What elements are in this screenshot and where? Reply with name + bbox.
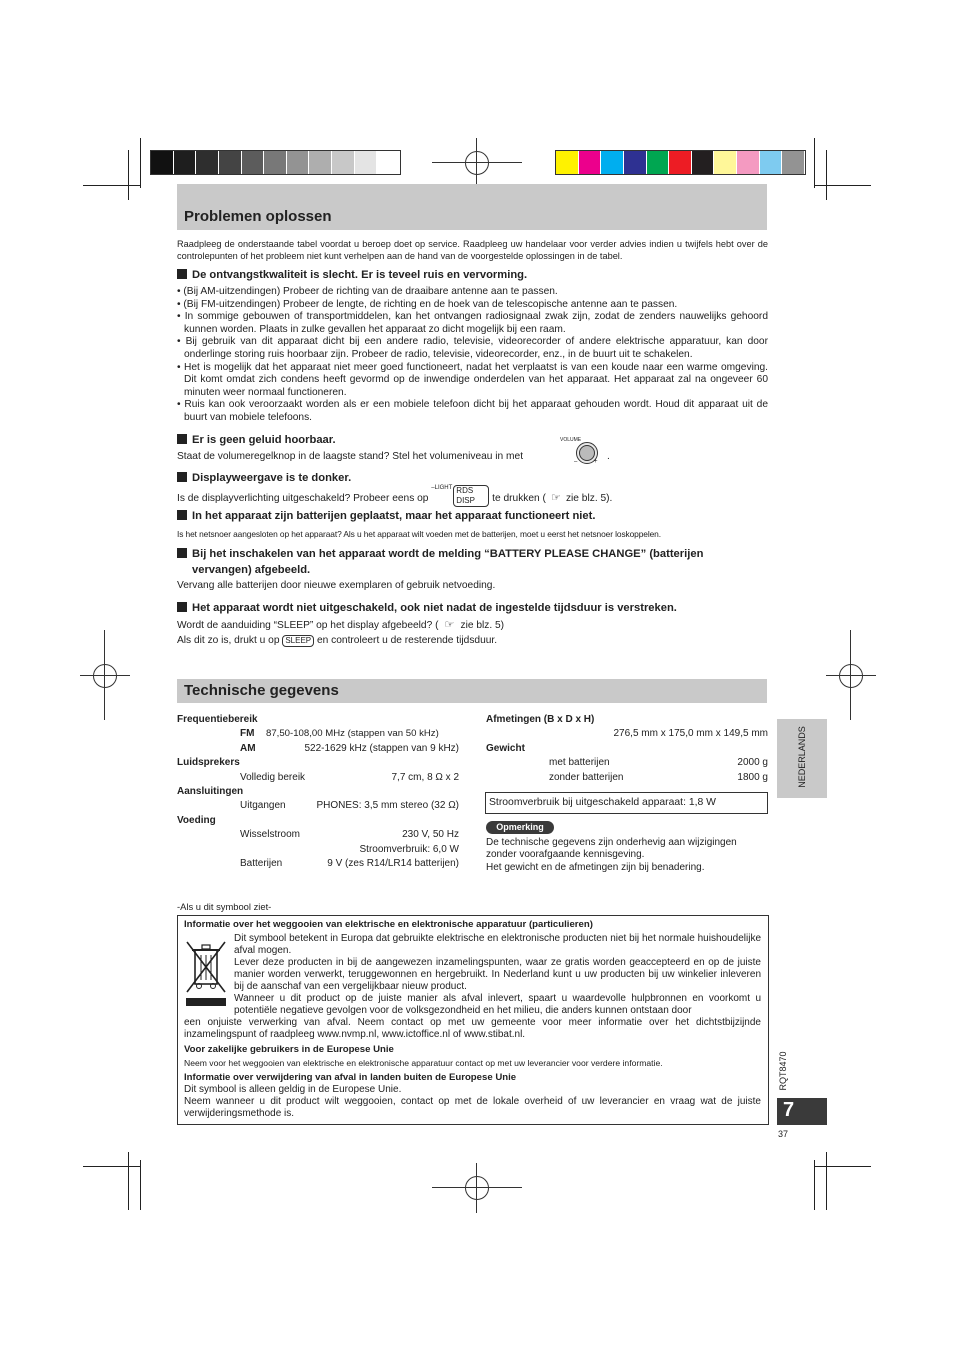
disposal-paragraph: Dit symbool betekent in Europa dat gebruikte elektrische en elektronische producten niet bij het normale huishoudelijke afval mogen. [234, 933, 761, 956]
list-item: • Het is mogelijk dat het apparaat niet meer goed functioneert, nadat het verplaatst is van een koude naar een warme omgeving. Dit komt omdat zich condens heeft gevormd op de inwendige onderdelen van het apparaat. Het apparaat zal na ongeveer 60 minuten weer normaal functioneren. [177, 361, 768, 398]
disposal-paragraph: Lever deze producten in bij de aangewezen inzamelingspunten, waar ze gratis worden geaccepteerd en op de juiste manier worden verwerkt, teruggewonnen en hergebruikt. In Nederland kunt u uw producten bij uw winkelier inleveren bij de aanschaf van een vergelijkbaar nieuw product. [234, 957, 761, 992]
crop-mark [814, 1166, 871, 1167]
registration-mark-left [80, 630, 130, 720]
registration-mark-bottom [432, 1163, 522, 1213]
color-calibration-bar [555, 150, 806, 175]
crop-mark [140, 1160, 141, 1210]
section-number-badge: 7 [777, 1098, 827, 1125]
problem-solution: Staat de volumeregelknop in de laagste stand? Stel het volumeniveau in met [177, 451, 524, 462]
registration-mark-top [432, 138, 522, 188]
color-swatch [332, 151, 354, 174]
standby-power-box: Stroomverbruik bij uitgeschakeld apparaat: 1,8 W [485, 792, 768, 814]
color-swatch [601, 151, 623, 174]
note-badge: Opmerking [486, 821, 554, 834]
crop-mark [140, 138, 141, 188]
color-swatch [264, 151, 286, 174]
disposal-paragraph: Wanneer u dit product op de juiste manier als afval inlevert, spaart u waardevolle hulpbronnen en voorkomt u potentiële negatieve gevolgen voor de volksgezondheid en het milieu, die anders kunnen ontstaan door [234, 993, 761, 1016]
disposal-info-box [177, 915, 769, 1125]
color-swatch [219, 151, 241, 174]
spec-value: 2000 g [737, 757, 768, 768]
color-swatch [692, 151, 714, 174]
spec-value: 276,5 mm x 175,0 mm x 149,5 mm [613, 728, 768, 739]
spec-label: Aansluitingen [177, 786, 244, 797]
bullet-square-icon [177, 548, 187, 558]
color-swatch [782, 151, 804, 174]
color-swatch [669, 151, 691, 174]
spec-value: 9 V (zes R14/LR14 batterijen) [327, 858, 459, 869]
page-reference-icon: ☞ [551, 492, 561, 504]
color-swatch [287, 151, 309, 174]
spec-label: Frequentiebereik [177, 714, 258, 725]
color-swatch [151, 151, 173, 174]
spec-sub-label: Uitgangen [240, 800, 286, 811]
volume-knob-icon: VOLUME – + [560, 437, 598, 465]
color-swatch [242, 151, 264, 174]
sleep-key: SLEEP [282, 635, 314, 647]
color-swatch [647, 151, 669, 174]
outside-eu-text: Dit symbool is alleen geldig in de Europese Unie. [184, 1084, 402, 1095]
problem-heading: Displayweergave is te donker. [177, 471, 768, 486]
spec-value: 87,50-108,00 MHz (stappen van 50 kHz) [266, 728, 439, 739]
bullet-square-icon [177, 602, 187, 612]
spec-value: PHONES: 3,5 mm stereo (32 Ω) [316, 800, 459, 811]
problem-heading-cont: vervangen) afgebeeld. [192, 564, 311, 576]
outside-eu-title: Informatie over verwijdering van afval in landen buiten de Europese Unie [184, 1072, 517, 1083]
list-item: • (Bij FM-uitzendingen) Probeer de lengte, de richting en de hoek van de telescopische antenne aan te passen. [177, 298, 678, 310]
problem-heading: Er is geen geluid hoorbaar. [177, 433, 768, 448]
problem-solutions-list [177, 286, 768, 425]
specs-title: Technische gegevens [184, 682, 339, 699]
gray-calibration-bar [150, 150, 401, 175]
spec-label: Voeding [177, 815, 216, 826]
page-reference-icon: ☞ [444, 619, 455, 631]
color-swatch [377, 151, 399, 174]
crop-mark [814, 185, 871, 186]
color-swatch [174, 151, 196, 174]
rds-disp-key: RDS DISP [453, 485, 489, 507]
spec-sub-label: zonder batterijen [549, 772, 624, 783]
list-item: • Bij gebruik van dit apparaat dicht bij een andere radio, televisie, videorecorder of andere elektrische apparatuur, kan door onderlinge storing ruis hoorbaar zijn. Probeer de radio, televisie, videorecorder, enz., in de buurt uit te schakelen. [177, 336, 768, 360]
page-number: 37 [778, 1129, 789, 1139]
spec-label: Gewicht [486, 743, 525, 754]
spec-value: 522-1629 kHz (stappen van 9 kHz) [304, 743, 459, 754]
note-text: Het gewicht en de afmetingen zijn bij benadering. [486, 862, 705, 873]
model-code: RQT8470 [778, 1051, 788, 1091]
bullet-square-icon [177, 472, 187, 482]
spec-value: Stroomverbruik: 6,0 W [359, 844, 459, 855]
note-text: De technische gegevens zijn onderhevig aan wijzigingen zonder voorafgaande kennisgeving. [486, 837, 737, 861]
color-swatch [760, 151, 782, 174]
spec-sub-label: Volledig bereik [240, 772, 306, 783]
problem-solution: Als dit zo is, drukt u op SLEEP en controleert u de resterende tijdsduur. [177, 635, 498, 646]
spec-value: 7,7 cm, 8 Ω x 2 [391, 772, 459, 783]
registration-mark-right [826, 630, 876, 720]
crop-mark [83, 1166, 140, 1167]
crossed-bin-icon [184, 940, 228, 1010]
crop-mark [128, 1152, 129, 1210]
crop-mark [826, 150, 827, 200]
color-swatch [737, 151, 759, 174]
spec-label: FM [240, 728, 255, 739]
spec-value: 230 V, 50 Hz [402, 829, 459, 840]
crop-mark [128, 150, 129, 200]
spec-sub-label: Wisselstroom [240, 829, 301, 840]
disposal-title: Informatie over het weggooien van elektrische en elektronische apparatuur (particulieren) [184, 919, 593, 930]
problem-heading: Het apparaat wordt niet uitgeschakeld, ook niet nadat de ingestelde tijdsduur is verstreken. [177, 601, 768, 616]
spec-sub-label: met batterijen [549, 757, 610, 768]
spec-sub-label: Batterijen [240, 858, 283, 869]
problem-solution: Is het netsnoer aangesloten op het apparaat? Als u het apparaat wilt voeden met de batterijen, moet u eerst het netsnoer loskoppelen. [177, 529, 661, 539]
color-swatch [624, 151, 646, 174]
crop-mark [826, 1152, 827, 1210]
problems-intro: Raadpleeg de onderstaande tabel voordat u beroep doet op service. Raadpleeg uw handelaar voor verder advies indien u twijfels hebt over de controlepunten of het probleem niet kunt verhelpen aan de hand van de voorgestelde oplossingen in de tabel. [177, 239, 768, 262]
crop-mark [814, 138, 815, 188]
problem-solution: Is de displayverlichting uitgeschakeld? Probeer eens op –LIGHT RDS DISP te drukken ( ☞ zie blz. 5). [177, 485, 613, 505]
problem-solution: Vervang alle batterijen door nieuwe exemplaren of gebruik netvoeding. [177, 580, 496, 591]
color-swatch [309, 151, 331, 174]
spec-label: Luidsprekers [177, 757, 240, 768]
color-swatch [579, 151, 601, 174]
problem-heading: In het apparaat zijn batterijen geplaatst, maar het apparaat functioneert niet. [177, 509, 768, 524]
problem-heading: Bij het inschakelen van het apparaat wordt de melding “BATTERY PLEASE CHANGE” (batterijen [177, 547, 768, 562]
crop-mark [814, 1160, 815, 1210]
bullet-square-icon [177, 269, 187, 279]
crop-mark [83, 185, 140, 186]
spec-value: 1800 g [737, 772, 768, 783]
bullet-square-icon [177, 434, 187, 444]
list-item: • In sommige gebouwen of transportmiddelen, kan het ontvangen radiosignaal zwak zijn, zodat de zenders nauwelijks gehoord kunnen worden. Plaats in zulke gevallen het apparaat zo dicht mogelijk bij een raam. [177, 311, 768, 335]
bullet-square-icon [177, 510, 187, 520]
color-swatch [196, 151, 218, 174]
color-swatch [714, 151, 736, 174]
spec-label: AM [240, 743, 256, 754]
spec-label: Afmetingen (B x D x H) [486, 714, 595, 725]
problem-heading: De ontvangstkwaliteit is slecht. Er is teveel ruis en vervorming. [177, 268, 768, 283]
problems-title: Problemen oplossen [184, 208, 332, 225]
list-item: • Ruis kan ook veroorzaakt worden als er een mobiele telefoon dicht bij het apparaat gehouden wordt. Houd dit apparaat uit de buurt van mobiele telefoons. [177, 399, 768, 423]
list-item: • (Bij AM-uitzendingen) Probeer de richting van de draaibare antenne aan te passen. [177, 286, 558, 297]
language-tab: NEDERLANDS [777, 719, 827, 798]
business-users-text: Neem voor het weggooien van elektrische en elektronische apparatuur contact op met uw leverancier voor verdere informatie. [184, 1058, 663, 1068]
color-swatch [355, 151, 377, 174]
problem-solution: Wordt de aanduiding “SLEEP” op het display afgebeeld? ( ☞ zie blz. 5) [177, 619, 505, 631]
disposal-intro: -Als u dit symbool ziet- [177, 901, 272, 912]
color-swatch [556, 151, 578, 174]
outside-eu-text: Neem wanneer u dit product wilt weggooien, contact op met de lokale overheid of uw leverancier en vraag wat de juiste verwijderingsmethode is. [184, 1096, 761, 1119]
disposal-paragraph: een onjuiste verwerking van afval. Neem contact op met uw gemeente voor meer informatie over het dichtstbijzijnde inzamelingspunt of raadpleeg www.nvmp.nl, www.ictoffice.nl of www.stibat.nl. [184, 1017, 761, 1040]
business-users-title: Voor zakelijke gebruikers in de Europese Unie [184, 1044, 394, 1055]
